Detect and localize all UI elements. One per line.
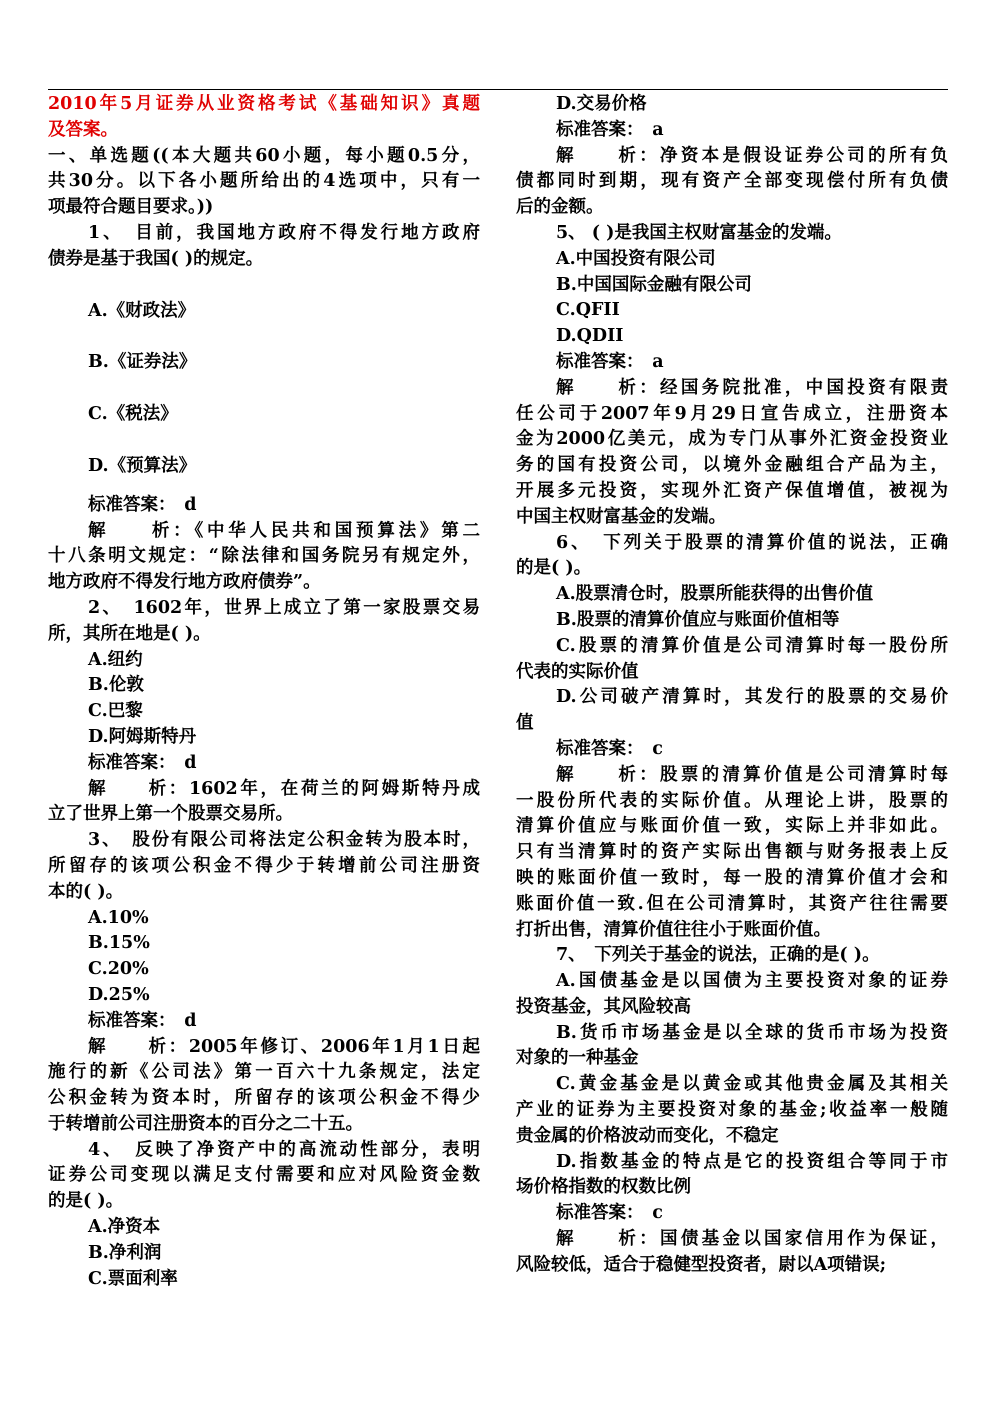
q1-option: B.《证券法》 bbox=[88, 352, 197, 373]
question-1-line: 债券是基于我国( )的规定。 bbox=[48, 248, 264, 269]
q5-explanation-line: 金为2000亿美元，成为专门从事外汇资金投资业 bbox=[516, 429, 948, 450]
q1-explanation-line: 十八条明文规定：“除法律和国务院另有规定外， bbox=[48, 546, 480, 567]
q4-option: D.交易价格 bbox=[556, 94, 647, 114]
question-6-line: 6、 下列关于股票的清算价值的说法，正确 bbox=[556, 532, 948, 553]
question-1-line: 1、 目前，我国地方政府不得发行地方政府 bbox=[88, 222, 480, 243]
q5-explanation-line: 开展多元投资，实现外汇资产保值增值，被视为 bbox=[516, 480, 948, 501]
q7-explanation-line: 解 析：国债基金以国家信用作为保证， bbox=[556, 1229, 948, 1250]
q7-option: A.国债基金是以国债为主要投资对象的证券 bbox=[556, 971, 948, 992]
q6-explanation-line: 一股份所代表的实际价值。从理论上讲，股票的 bbox=[516, 790, 948, 811]
q3-explanation-line: 施行的新《公司法》第一百六十九条规定，法定 bbox=[48, 1062, 480, 1083]
q7-answer: 标准答案： c bbox=[556, 1203, 663, 1224]
q2-explanation-line: 立了世界上第一个股票交易所。 bbox=[48, 804, 293, 825]
left-column bbox=[48, 92, 480, 1292]
q5-answer: 标准答案： a bbox=[556, 351, 664, 372]
question-3-line: 本的( )。 bbox=[48, 881, 124, 902]
q2-answer: 标准答案： d bbox=[88, 752, 197, 773]
q4-answer: 标准答案： a bbox=[556, 119, 664, 140]
q6-option-cont: 值 bbox=[516, 713, 534, 734]
question-2-line: 所，其所在地是( )。 bbox=[48, 623, 211, 644]
q3-answer: 标准答案： d bbox=[88, 1010, 197, 1031]
q2-option: D.阿姆斯特丹 bbox=[88, 726, 197, 747]
q6-option-cont: 代表的实际价值 bbox=[516, 661, 639, 682]
q5-option: B.中国国际金融有限公司 bbox=[556, 274, 752, 295]
section-heading-line: 项最符合题目要求。)) bbox=[48, 197, 214, 218]
q5-explanation-line: 任公司于2007年9月29日宣告成立，注册资本 bbox=[516, 403, 948, 424]
section-heading-line: 一、单选题((本大题共60小题，每小题0.5分， bbox=[48, 145, 480, 166]
q5-option: A.中国投资有限公司 bbox=[556, 248, 716, 269]
q7-option-cont: 场价格指数的权数比例 bbox=[516, 1177, 691, 1198]
q4-explanation-line: 债都同时到期，现有资产全部变现偿付所有负债 bbox=[516, 171, 948, 192]
q1-explanation-line: 解 析：《中华人民共和国预算法》第二 bbox=[88, 520, 480, 541]
q7-option: B.货币市场基金是以全球的货币市场为投资 bbox=[556, 1022, 948, 1043]
doc-title-line: 及答案。 bbox=[48, 119, 118, 140]
q5-explanation-line: 务的国有投资公司，以境外金融组合产品为主， bbox=[516, 455, 948, 476]
q7-explanation-line: 风险较低，适合于稳健型投资者，尉以A项错误; bbox=[516, 1254, 887, 1275]
q5-option: D.QDII bbox=[556, 326, 624, 347]
q3-option: A.10% bbox=[88, 907, 149, 928]
q6-explanation-line: 只有当清算时的资产实际出售额与财务报表上反 bbox=[516, 842, 948, 863]
q4-option: A.净资本 bbox=[88, 1217, 161, 1238]
q6-explanation-line: 账面价值一致.但在公司清算时，其资产往往需要 bbox=[516, 893, 948, 914]
q5-explanation-line: 解 析：经国务院批准，中国投资有限责 bbox=[556, 377, 948, 398]
q3-explanation-line: 于转增前公司注册资本的百分之二十五。 bbox=[48, 1113, 363, 1134]
q6-option: A.股票清仓时，股票所能获得的出售价值 bbox=[556, 584, 874, 605]
question-3-line: 所留存的该项公积金不得少于转增前公司注册资 bbox=[48, 855, 480, 876]
doc-title-line: 2010年5月证券从业资格考试《基础知识》真题 bbox=[48, 94, 480, 114]
q2-option: C.巴黎 bbox=[88, 701, 143, 722]
q5-explanation-line: 中国主权财富基金的发端。 bbox=[516, 506, 726, 527]
q6-explanation-line: 打折出售，清算价值往往小于账面价值。 bbox=[516, 919, 831, 940]
q3-option: C.20% bbox=[88, 959, 149, 980]
q1-option: C.《税法》 bbox=[88, 404, 178, 425]
question-6-line: 的是( )。 bbox=[516, 558, 592, 579]
q4-explanation-line: 后的金额。 bbox=[516, 197, 604, 218]
section-heading-line: 共30分。以下各小题所给出的4选项中，只有一 bbox=[48, 171, 480, 192]
q1-explanation-line: 地方政府不得发行地方政府债券”。 bbox=[48, 572, 321, 593]
right-column bbox=[516, 92, 948, 1279]
q2-explanation-line: 解 析：1602年，在荷兰的阿姆斯特丹成 bbox=[88, 778, 480, 799]
q3-explanation-line: 公积金转为资本时，所留存的该项公积金不得少 bbox=[48, 1088, 480, 1109]
q7-option: D.指数基金的特点是它的投资组合等同于市 bbox=[556, 1151, 948, 1172]
q6-option: B.股票的清算价值应与账面价值相等 bbox=[556, 609, 840, 630]
q3-explanation-line: 解 析：2005年修订、2006年1月1日起 bbox=[88, 1036, 480, 1057]
q7-option-cont: 贵金属的价格波动而变化，不稳定 bbox=[516, 1125, 779, 1146]
question-4-line: 的是( )。 bbox=[48, 1191, 124, 1212]
question-4-line: 证券公司变现以满足支付需要和应对风险资金数 bbox=[48, 1165, 480, 1186]
q5-option: C.QFII bbox=[556, 300, 620, 321]
header-rule bbox=[48, 89, 948, 90]
question-2-line: 2、 1602年，世界上成立了第一家股票交易 bbox=[88, 597, 480, 618]
q7-option-cont: 产业的证券为主要投资对象的基金;收益率一般随 bbox=[516, 1100, 948, 1121]
question-7-line: 7、 下列关于基金的说法，正确的是( )。 bbox=[556, 945, 880, 966]
q1-answer: 标准答案： d bbox=[88, 494, 197, 515]
question-3-line: 3、 股份有限公司将法定公积金转为股本时， bbox=[88, 830, 480, 851]
q3-option: D.25% bbox=[88, 984, 150, 1005]
q4-explanation-line: 解 析：净资本是假设证券公司的所有负 bbox=[556, 145, 948, 166]
q6-explanation-line: 映的账面价值一致时，每一股的清算价值才会和 bbox=[516, 867, 948, 888]
q7-option-cont: 投资基金，其风险较高 bbox=[516, 996, 691, 1017]
q4-option: C.票面利率 bbox=[88, 1268, 178, 1289]
q6-explanation-line: 清算价值应与账面价值一致，实际上并非如此。 bbox=[516, 816, 948, 837]
q2-option: A.纽约 bbox=[88, 649, 143, 670]
q6-option: D.公司破产清算时，其发行的股票的交易价 bbox=[556, 687, 948, 708]
question-5-line: 5、 ( )是我国主权财富基金的发端。 bbox=[556, 222, 842, 243]
q1-option: D.《预算法》 bbox=[88, 455, 197, 476]
q2-option: B.伦敦 bbox=[88, 675, 144, 696]
q1-option: A.《财政法》 bbox=[88, 300, 196, 321]
q7-option: C.黄金基金是以黄金或其他贵金属及其相关 bbox=[556, 1074, 948, 1095]
q4-option: B.净利润 bbox=[88, 1242, 162, 1263]
q6-explanation-line: 解 析：股票的清算价值是公司清算时每 bbox=[556, 764, 948, 785]
q6-option: C.股票的清算价值是公司清算时每一股份所 bbox=[556, 635, 948, 656]
q7-option-cont: 对象的一种基金 bbox=[516, 1048, 639, 1069]
q3-option: B.15% bbox=[88, 933, 150, 954]
question-4-line: 4、 反映了净资产中的高流动性部分，表明 bbox=[88, 1139, 480, 1160]
q6-answer: 标准答案： c bbox=[556, 738, 663, 759]
